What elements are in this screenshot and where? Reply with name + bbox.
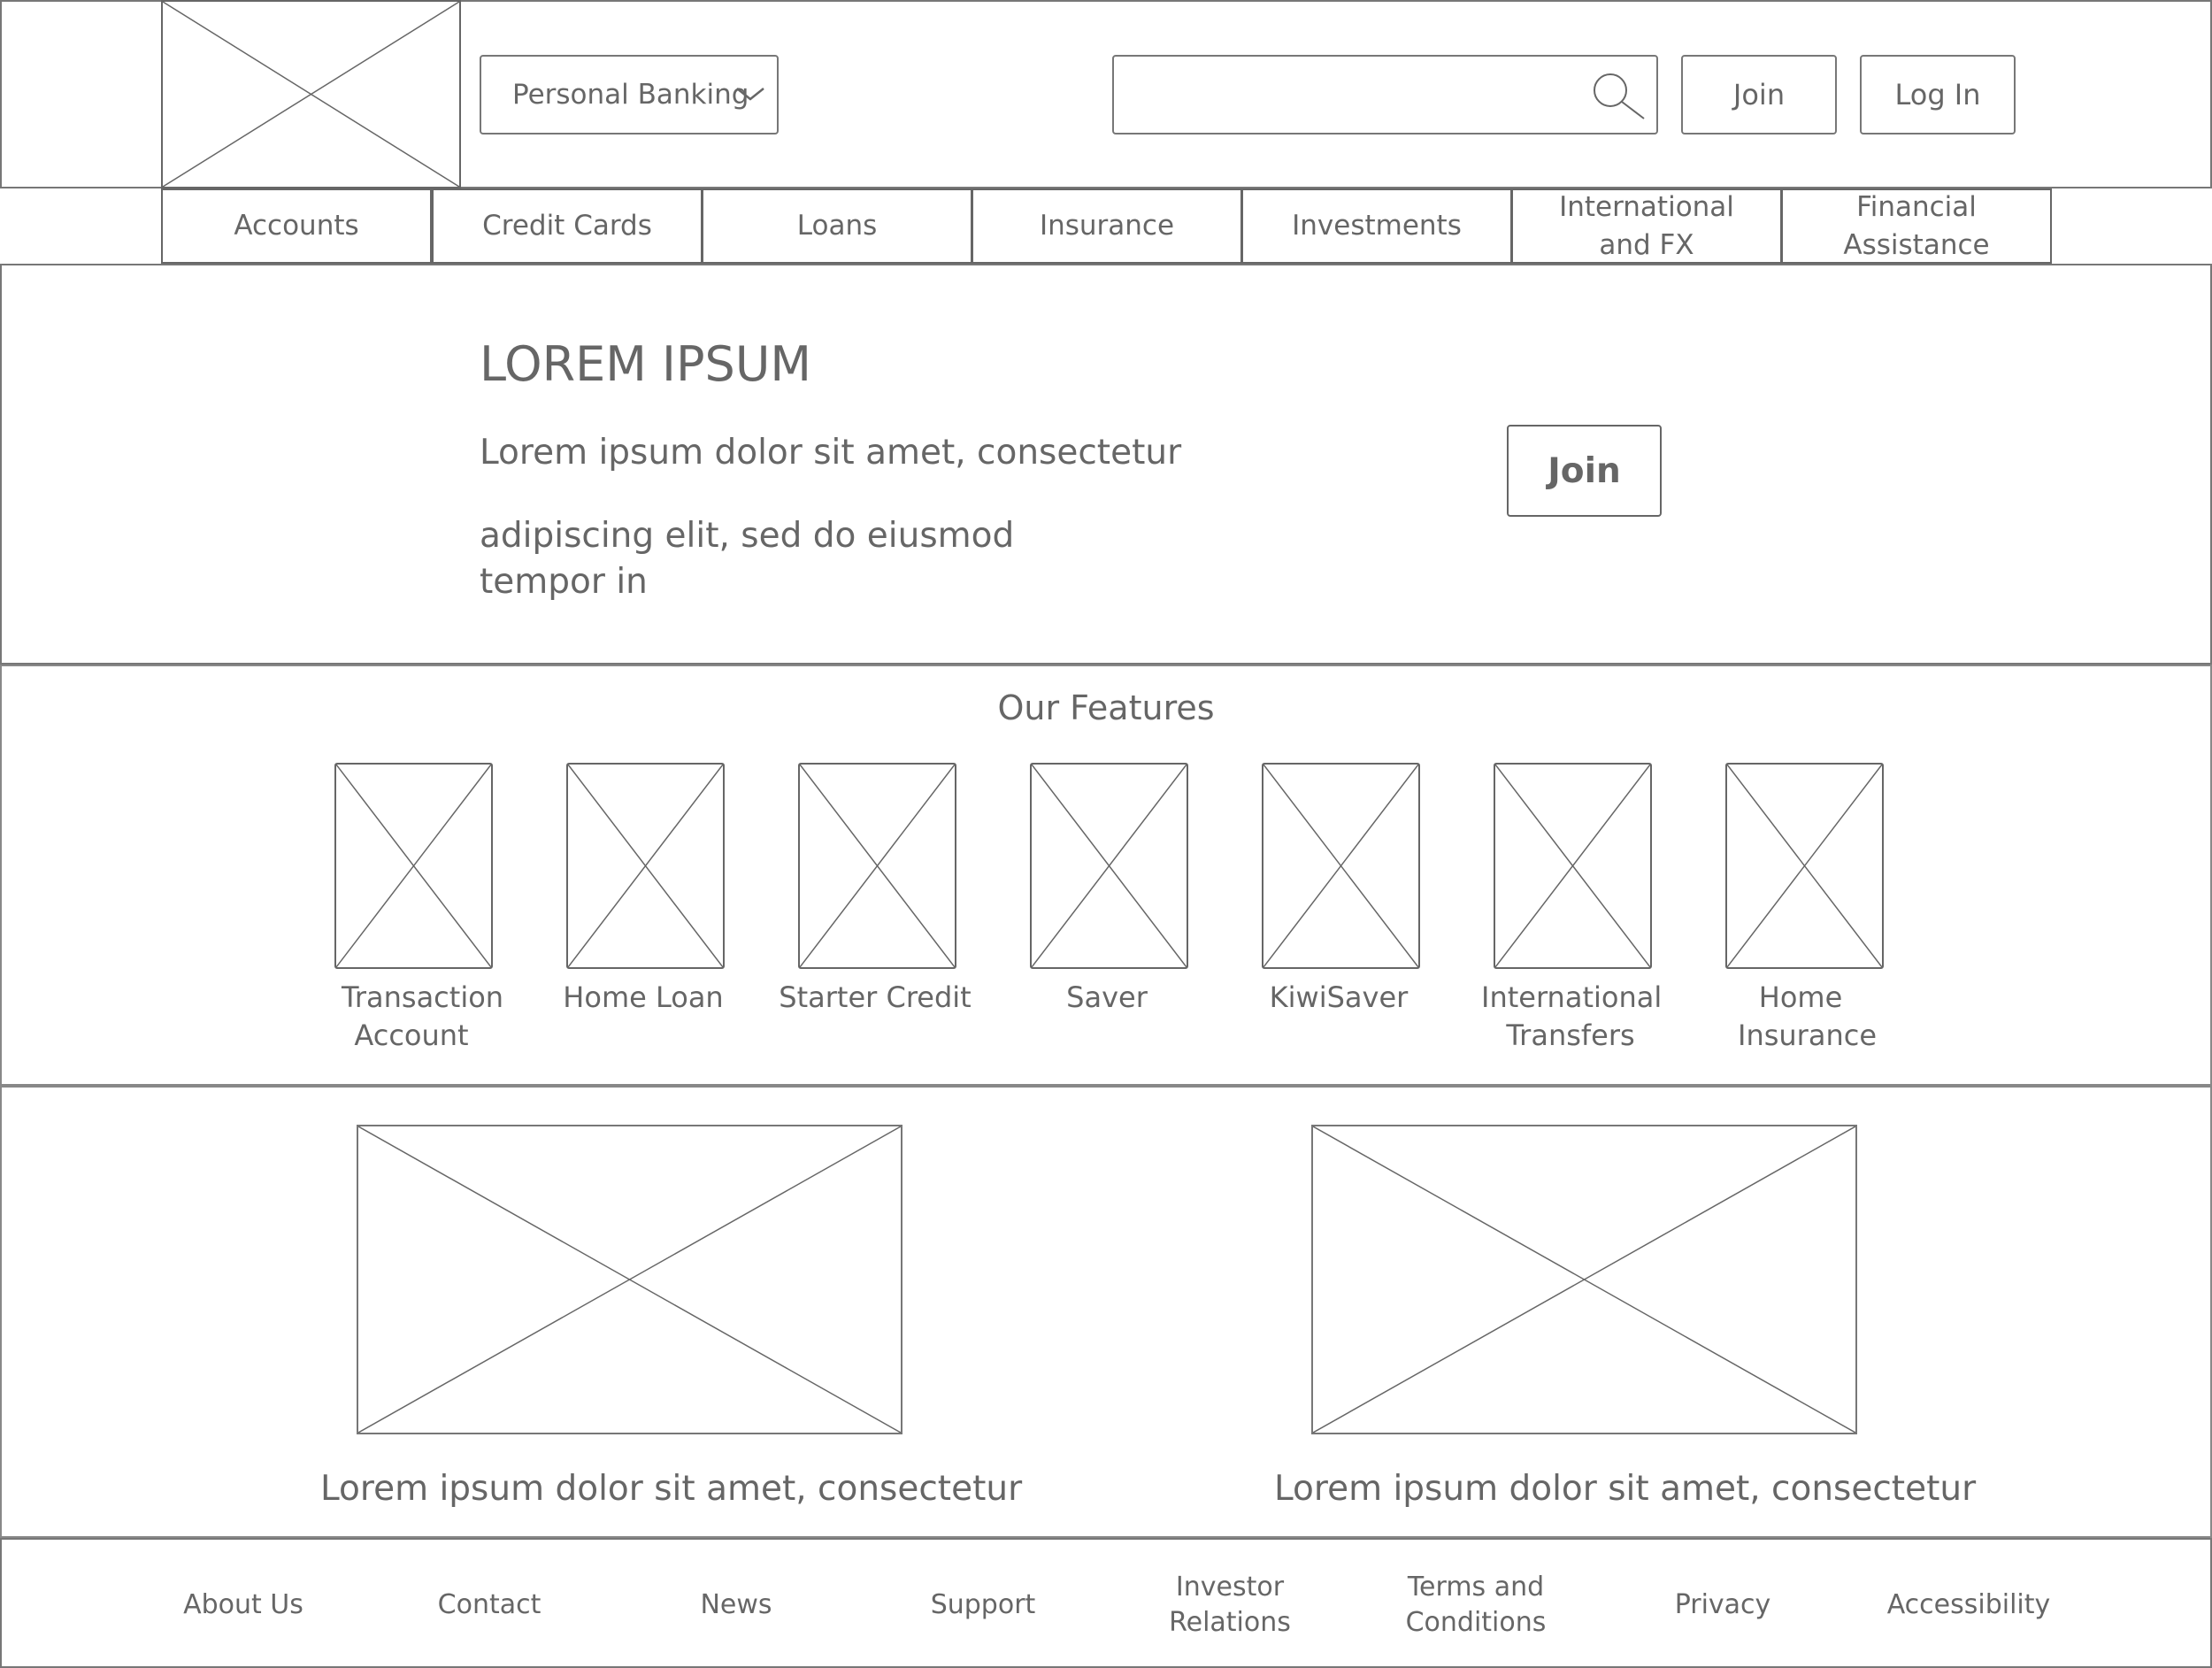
feature-label[interactable]: Saver: [1066, 980, 1148, 1014]
feature-label[interactable]: Home Insurance: [1738, 980, 1877, 1052]
footer-link-support[interactable]: Support: [930, 1589, 1036, 1620]
footer-link-investor-relations[interactable]: Investor Relations: [1169, 1572, 1291, 1638]
feature-card-starter-credit[interactable]: [798, 763, 956, 969]
image-placeholder-icon: [568, 765, 723, 967]
promo-caption: Lorem ipsum dolor sit amet, consectetur: [1274, 1469, 1977, 1509]
logo-placeholder[interactable]: [161, 0, 461, 188]
search-input[interactable]: [1112, 55, 1658, 135]
chevron-down-icon: [734, 83, 766, 104]
feature-label[interactable]: Starter Credit: [779, 980, 972, 1014]
footer-link-accessibility[interactable]: Accessibility: [1886, 1589, 2051, 1620]
promo-image-placeholder[interactable]: [1311, 1125, 1857, 1434]
search-icon[interactable]: [1589, 69, 1647, 122]
nav-item-financial-assistance[interactable]: [1781, 188, 2052, 264]
image-placeholder-icon: [1727, 765, 1882, 967]
nav-item-label: Loans: [796, 210, 878, 242]
promo-caption: Lorem ipsum dolor sit amet, consectetur: [320, 1469, 1023, 1509]
image-placeholder-icon: [336, 765, 491, 967]
image-placeholder-icon: [800, 765, 955, 967]
login-button[interactable]: Log In: [1860, 55, 2016, 135]
nav-item-label: Insurance: [1039, 210, 1175, 242]
hero-text-line-1: Lorem ipsum dolor sit amet, consectetur: [480, 433, 1182, 473]
banking-type-dropdown[interactable]: [480, 55, 779, 135]
feature-label[interactable]: KiwiSaver: [1269, 980, 1409, 1014]
nav-item-label: Financial Assistance: [1843, 190, 1990, 261]
feature-label[interactable]: Home Loan: [563, 980, 724, 1014]
nav-item-label: Investments: [1292, 210, 1462, 242]
dropdown-selected-label: Personal Banking: [512, 79, 749, 111]
hero-text-line-2: adipiscing elit, sed do eiusmod tempor in: [480, 516, 1015, 602]
features-title: Our Features: [997, 688, 1215, 727]
nav-item-insurance[interactable]: [972, 188, 1242, 264]
footer-link-news[interactable]: News: [700, 1589, 772, 1620]
image-placeholder-icon: [1032, 765, 1187, 967]
feature-label[interactable]: Transaction Account: [342, 980, 504, 1052]
promo-image-placeholder[interactable]: [357, 1125, 902, 1434]
image-placeholder-icon: [1263, 765, 1418, 967]
feature-label[interactable]: International Transfers: [1481, 980, 1663, 1052]
footer-link-contact[interactable]: Contact: [437, 1589, 541, 1620]
nav-item-investments[interactable]: [1241, 188, 1512, 264]
nav-item-label: Accounts: [234, 210, 359, 242]
footer-link-about-us[interactable]: About Us: [183, 1589, 303, 1620]
image-placeholder-icon: [1495, 765, 1650, 967]
feature-card-international-transfers[interactable]: [1494, 763, 1652, 969]
image-placeholder-icon: [163, 2, 459, 187]
footer-link-terms-and-conditions[interactable]: Terms and Conditions: [1405, 1572, 1547, 1638]
nav-item-label: Credit Cards: [482, 210, 652, 242]
nav-item-credit-cards[interactable]: [432, 188, 703, 264]
nav-item-label: International and FX: [1559, 190, 1734, 261]
image-placeholder-icon: [1313, 1126, 1855, 1433]
hero-join-button[interactable]: Join: [1507, 425, 1662, 517]
join-button[interactable]: Join: [1681, 55, 1837, 135]
feature-card-home-insurance[interactable]: [1725, 763, 1884, 969]
feature-card-transaction-account[interactable]: [334, 763, 493, 969]
feature-card-kiwisaver[interactable]: [1262, 763, 1420, 969]
footer-link-privacy[interactable]: Privacy: [1674, 1589, 1771, 1620]
feature-card-saver[interactable]: [1030, 763, 1188, 969]
image-placeholder-icon: [358, 1126, 901, 1433]
nav-item-international-fx[interactable]: [1511, 188, 1782, 264]
nav-item-accounts[interactable]: [161, 188, 432, 264]
hero-title: LOREM IPSUM: [480, 336, 811, 392]
feature-card-home-loan[interactable]: [566, 763, 725, 969]
nav-item-loans[interactable]: [702, 188, 972, 264]
